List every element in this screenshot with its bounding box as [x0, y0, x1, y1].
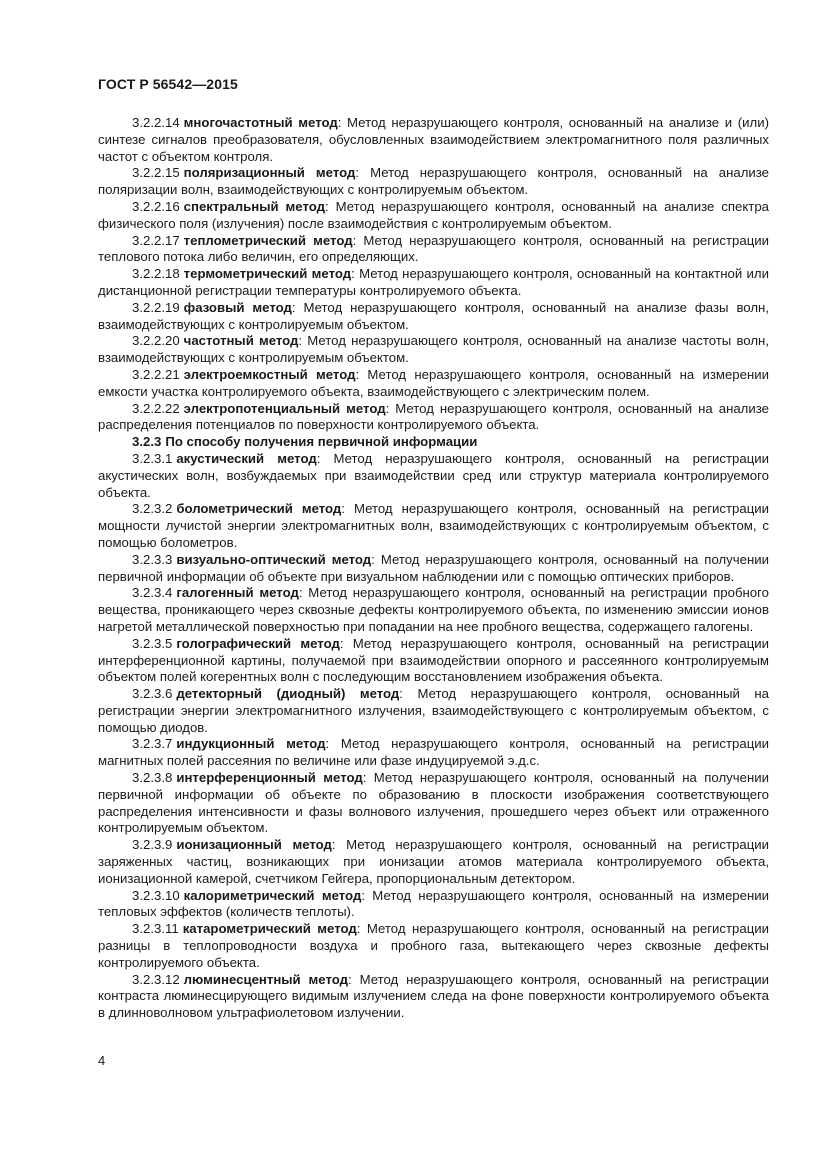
section-heading — [98, 434, 769, 451]
definition-text: : Метод неразрушающего контроля, основанный на получении первичной информации об объекте при визуальном наблюдении или с помощью оптических приборов. — [98, 551, 769, 584]
term: поляризационный метод — [183, 165, 356, 181]
clause-number: 3.2.2.20 — [132, 333, 180, 349]
definition-paragraph — [98, 300, 769, 334]
clause-number: 3.2.2.18 — [132, 266, 180, 282]
clause-number: 3.2.3.12 — [132, 971, 180, 987]
term: акустический метод — [176, 450, 317, 466]
definition-text: : Метод неразрушающего контроля, основанный на регистрации разницы в теплопроводности воздуха и пробного газа, вытекающего через сквозные дефекты контролируемого объекта. — [98, 921, 769, 970]
term: многочастотный метод — [183, 115, 338, 130]
clause-number: 3.2.2.15 — [132, 165, 180, 181]
clause-number: 3.2.3.3 — [132, 551, 173, 567]
definition-text: : Метод неразрушающего контроля, основанный на регистрации энергии электромагнитного излучения, взаимодействующего с контролируемым объектом, с помощью диодов. — [98, 686, 769, 735]
definition-paragraph — [98, 233, 769, 267]
clause-number: 3.2.3.11 — [132, 921, 179, 937]
definition-paragraph — [98, 921, 769, 971]
definition-text: : Метод неразрушающего контроля, основанный на анализе частоты волн, взаимодействующих с контролируемым объектом. — [98, 333, 769, 366]
definition-paragraph — [98, 165, 769, 199]
definition-text: : Метод неразрушающего контроля, основанный на анализе фазы волн, взаимодействующих с контролируемым объектом. — [98, 299, 769, 332]
clause-number: 3.2.3.8 — [132, 770, 173, 786]
term: электроемкостный метод — [183, 366, 356, 382]
section-title: По способу получения первичной информации — [165, 434, 478, 450]
clause-number: 3.2.2.16 — [132, 198, 180, 214]
clause-number: 3.2.2.21 — [132, 366, 180, 382]
definition-paragraph — [98, 686, 769, 736]
definition-text: : Метод неразрушающего контроля, основанный на измерении тепловых эффектов (количеств теплоты). — [98, 887, 769, 920]
definition-text: : Метод неразрушающего контроля, основанный на регистрации заряженных частиц, возникающих при ионизации атомов материала контролируемого объекта, ионизационной камерой, счетчиком Гейгера, пропорциональным детектором. — [98, 837, 770, 886]
definition-paragraph — [98, 333, 769, 367]
definition-text: : Метод неразрушающего контроля, основанный на анализе и (или) синтезе сигналов преобразователя, обусловленных взаимодействием электромагнитного поля различных частот с объектом контроля. — [98, 115, 769, 164]
term: галогенный метод — [176, 585, 299, 601]
term: электропотенциальный метод — [183, 400, 386, 416]
definition-text: : Метод неразрушающего контроля, основанный на регистрации контраста люминесцирующего видимым излучением следа на фоне поверхности контролируемого объекта в длинноволновом ультрафиолетовом излучении. — [98, 971, 769, 1021]
definition-paragraph — [98, 888, 769, 922]
definition-paragraph — [98, 585, 769, 635]
clause-number: 3.2.2.17 — [132, 232, 180, 248]
definition-paragraph — [98, 972, 769, 1022]
definition-text: : Метод неразрушающего контроля, основанный на регистрации интерференционной картины, получаемой при взаимодействии опорного и рассеянного контролируемым объектом полей когерентных волн с последующим восстановлением изображения объекта. — [98, 635, 769, 685]
term: теплометрический метод — [183, 232, 353, 248]
page-number: 4 — [98, 1053, 106, 1068]
definition-paragraph — [98, 837, 769, 887]
definition-paragraph — [98, 770, 769, 837]
definition-paragraph — [98, 367, 769, 401]
term: интерференционный метод — [176, 770, 363, 786]
term: индукционный метод — [176, 736, 326, 752]
clause-number: 3.2.2.14 — [132, 115, 180, 130]
definition-text: : Метод неразрушающего контроля, основанный на регистрации магнитных полей рассеяния по величине или фазе индуцируемой э.д.с. — [98, 736, 769, 769]
clause-number: 3.2.3.9 — [132, 837, 173, 853]
clause-number: 3.2.3.1 — [132, 450, 173, 466]
clause-number: 3.2.3.4 — [132, 585, 173, 601]
term: калориметрический метод — [183, 887, 362, 903]
clause-number: 3.2.3.2 — [132, 501, 173, 517]
term: визуально-оптический метод — [176, 551, 372, 567]
term: термометрический метод — [183, 266, 352, 282]
definition-text: : Метод неразрушающего контроля, основанный на измерении емкости участка контролируемого объекта, взаимодействующего с электрическим полем. — [98, 366, 769, 399]
term: детекторный (диодный) метод — [176, 686, 400, 702]
clause-number: 3.2.3.6 — [132, 686, 173, 702]
term: частотный метод — [183, 333, 299, 349]
definition-paragraph — [98, 636, 769, 686]
definition-paragraph — [98, 401, 769, 435]
document-header: ГОСТ Р 56542—2015 — [98, 76, 238, 92]
clause-number: 3.2.3.5 — [132, 635, 173, 651]
definition-text: : Метод неразрушающего контроля, основанный на анализе спектра физического поля (излучения) после взаимодействия с контролируемым объектом. — [98, 198, 769, 231]
definition-paragraph — [98, 501, 769, 551]
definition-text: : Метод неразрушающего контроля, основанный на анализе распределения потенциалов по поверхности контролируемого объекта. — [98, 400, 769, 433]
term: ионизационный метод — [176, 837, 332, 853]
clause-number: 3.2.2.22 — [132, 400, 180, 416]
term: спектральный метод — [183, 198, 326, 214]
term: болометрический метод — [176, 501, 342, 517]
definition-paragraph — [98, 199, 769, 233]
clause-number: 3.2.2.19 — [132, 299, 180, 315]
term: фазовый метод — [183, 299, 292, 315]
definition-paragraph — [98, 552, 769, 586]
clause-number: 3.2.3.7 — [132, 736, 173, 752]
definition-paragraph — [98, 451, 769, 501]
document-body — [98, 115, 769, 1022]
definition-paragraph — [98, 736, 769, 770]
definition-paragraph — [98, 115, 769, 165]
definition-text: : Метод неразрушающего контроля, основанный на анализе поляризации волн, взаимодействующих с контролируемым объектом. — [98, 165, 769, 198]
definition-paragraph — [98, 266, 769, 300]
definition-text: : Метод неразрушающего контроля, основанный на регистрации пробного вещества, проникающего через сквозные дефекты контролируемого объекта, по изменению эмиссии ионов нагретой металлической поверхностью при попадании на нее пробного вещества, содержащего галогены. — [98, 585, 769, 634]
definition-text: : Метод неразрушающего контроля, основанный на получении первичной информации об объекте по образованию в плоскости изображения соответствующего распределения интенсивности и фазы волнового излучения, прошедшего через объект или отраженного контролируемым объектом. — [98, 770, 769, 836]
section-number: 3.2.3 — [132, 434, 162, 450]
definition-text: : Метод неразрушающего контроля, основанный на регистрации мощности лучистой энергии электромагнитных волн, взаимодействующих с контролируемым объектом, с помощью болометров. — [98, 501, 770, 550]
term: голографический метод — [176, 635, 340, 651]
term: катарометрический метод — [182, 921, 357, 937]
definition-text: : Метод неразрушающего контроля, основанный на регистрации акустических волн, возбуждаемых при взаимодействии сред или структур материала контролируемого объекта. — [98, 450, 770, 500]
term: люминесцентный метод — [183, 971, 349, 987]
definition-text: : Метод неразрушающего контроля, основанный на контактной или дистанционной регистрации температуры контролируемого объекта. — [98, 266, 769, 298]
clause-number: 3.2.3.10 — [132, 887, 180, 903]
definition-text: : Метод неразрушающего контроля, основанный на регистрации теплового потока либо величин, его определяющих. — [98, 232, 769, 265]
